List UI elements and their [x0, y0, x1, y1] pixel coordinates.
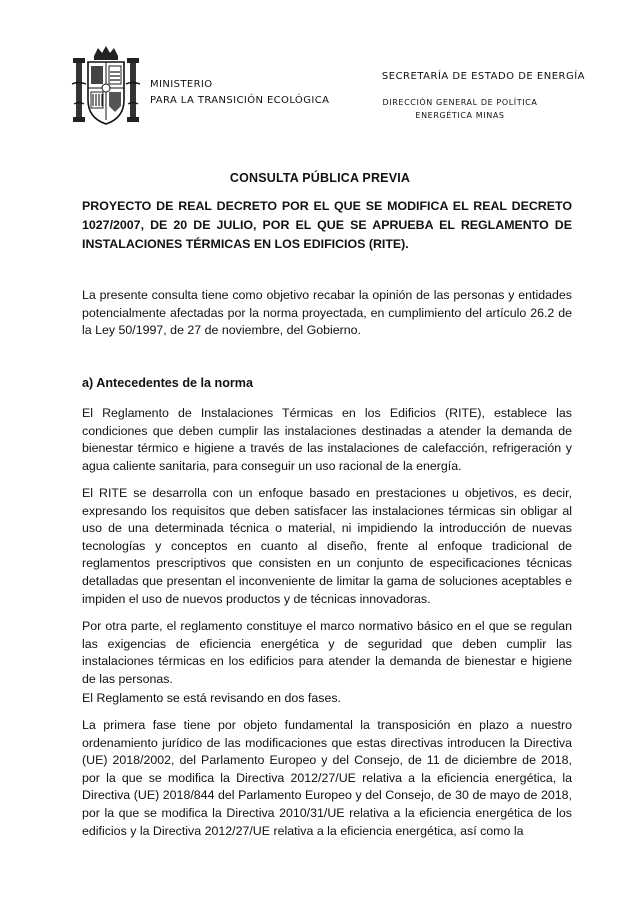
secretaria-estado: SECRETARÍA DE ESTADO DE ENERGÍA — [381, 71, 585, 82]
direccion-line-2: ENERGÉTICA MINAS — [415, 111, 505, 120]
section-a-paragraph: El Reglamento se está revisando en dos fases. — [82, 691, 341, 705]
section-a-paragraph: El Reglamento de Instalaciones Térmicas en los Edificios (RITE), establece las condiciones que deben cumplir las instalaciones destinadas a atender la demanda de bienestar térmico e higiene a través de las instalaciones de calefacción, refrigeración y agua caliente sanitaria, para conseguir un uso racional de la energía. — [82, 406, 572, 473]
ministry-line-2: PARA LA TRANSICIÓN ECOLÓGICA — [150, 95, 330, 106]
direccion-line-1: DIRECCIÓN GENERAL DE POLÍTICA — [382, 98, 538, 107]
document-heading: CONSULTA PÚBLICA PREVIA — [229, 171, 411, 185]
document-title: PROYECTO DE REAL DECRETO POR EL QUE SE MODIFICA EL REAL DECRETO 1027/2007, DE 20 DE JULIO, POR EL QUE SE APRUEBA EL REGLAMENTO DE INSTALACIONES TÉRMICAS EN LOS EDIFICIOS (RITE). — [82, 199, 572, 251]
section-a-paragraph: La primera fase tiene por objeto fundamental la transposición en plazo a nuestro ordenamiento jurídico de las modificaciones que estas directivas introducen la Directiva (UE) 2018/2002, del Parlamento Europeo y del Consejo, de 11 de diciembre de 2018, por la que se modifica la Directiva 2012/27/UE relativa a la eficiencia energética, la Directiva (UE) 2018/844 del Parlamento Europeo y del Consejo, de 30 de mayo de 2018, por la que se modifica la Directiva 2010/31/UE relativa a la eficiencia energética de los edificios y la Directiva 2012/27/UE relativa a la eficiencia energética, así como la — [82, 718, 572, 838]
ministry-line-1: MINISTERIO — [150, 79, 213, 90]
spain-coat-of-arms-icon — [70, 44, 142, 130]
section-a-paragraph: El RITE se desarrolla con un enfoque basado en prestaciones u objetivos, es decir, expresando los requisitos que deben satisfacer las instalaciones térmicas sin obligar al uso de una determinada técnica o material, ni impidiendo la introducción de nuevas tecnologías y conceptos en cuanto al diseño, frente al enfoque tradicional de reglamentos prescriptivos que consisten en un conjunto de especificaciones técnicas detalladas que presentan el inconveniente de limitar la gama de soluciones aceptables e impiden el uso de nuevos productos y de técnicas innovadoras. — [82, 486, 572, 606]
intro-paragraph: La presente consulta tiene como objetivo recabar la opinión de las personas y entidades potencialmente afectadas por la norma proyectada, en cumplimiento del artículo 26.2 de la Ley 50/1997, de 27 de noviembre, del Gobierno. — [82, 288, 572, 338]
section-a-paragraph: Por otra parte, el reglamento constituye el marco normativo básico en el que se regulan las exigencias de eficiencia energética y de seguridad que deben cumplir las instalaciones térmicas en los edificios para atender la demanda de bienestar e higiene de las personas. — [82, 619, 572, 686]
section-a-title: a) Antecedentes de la norma — [82, 376, 253, 390]
ministry-name — [150, 77, 329, 109]
direccion-general — [360, 96, 560, 122]
